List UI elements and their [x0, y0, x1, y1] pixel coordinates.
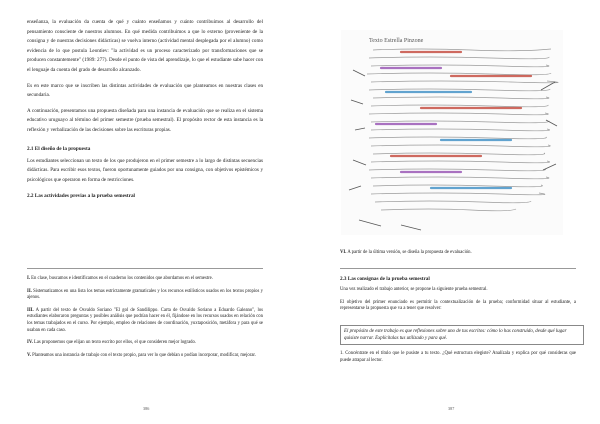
list-item: II. Sistematizamos en una lista los temas estrictamente gramaticales y los recursos estilísticos usados en los textos propios y ajenos.: [27, 288, 263, 301]
scan-title: Texto Estrella Pinzone: [369, 38, 424, 44]
heading-rule: [27, 268, 263, 269]
annotated-manuscript-image: [341, 30, 563, 235]
activity-list: [27, 276, 263, 365]
section-heading-2-3: 2.3 Las consignas de la prueba semestral: [340, 276, 430, 282]
paragraph: enseñanza, la evaluación da cuenta de qué y cuánto enseñamos y cuánto contribuimos al desarrollo del pensamiento consciente de nuestros alumnos. En qué medida contribuimos a que lo externo (proveniente de la consigna y de nuestras decisiones didácticas) se vuelva interno (actividad mental desplegada por el alumno) como evidencia de lo que postula Leontiev: "la actividad es un proceso caracterizado por transformaciones que se producen constantemente" (1989: 277). Desde el punto de vista del aprendizaje, lo que el estudiante sabe hacer con el lenguaje da cuenta del grado de desarrollo alcanzado.: [27, 19, 263, 73]
list-item: IV. Las proponemos que elijan un texto escrito por ellos, el que consideren mejor logrado.: [27, 340, 197, 346]
list-item: VI. A partir de la última versión, se diseña la propuesta de evaluación.: [340, 250, 472, 255]
instruction-box: El propósito de este trabajo es que reflexiones sobre uno de tus escritos: cómo lo has construido, desde qué lugar quisiste narrar. Explicítalas tus utilizado y para qué.: [340, 325, 584, 345]
section-2-3: [340, 276, 576, 319]
page-number: 387: [448, 406, 455, 411]
section-heading-2-1: 2.1 El diseño de la propuesta: [27, 145, 91, 152]
question-1: [340, 351, 576, 370]
page-number: 386: [143, 406, 150, 411]
activity-vi: [340, 250, 576, 263]
paragraph: Es en este marco que se inscriben las distintas actividades de evaluación que planteamos en nuestras clases en secundaria.: [27, 82, 263, 99]
paragraph: A continuación, presentamos una propuesta diseñada para una instancia de evaluación que se realiza en el sistema educativo uruguayo al término del primer semestre (prueba semestral). El propósito rector de esta instancia es la reflexión y verbalización de las decisiones sobre las escrituras propias.: [27, 107, 263, 133]
heading-rule: [340, 268, 576, 269]
list-item: V. Planteamos una instancia de trabajo con el texto propio, para ver lo que debían o podían incorporar, modificar, mejorar.: [27, 352, 256, 358]
list-item: III. A partir del texto de Osvaldo Soriano "El gol de Sandilippo. Carta de Osvaldo Soriano a Eduardo Galeano", los estudiantes elaboraron preguntas y posibles análisis que podrían hacer en él, fijándose en los recursos usados en relación con los temas trabajados en el curso. Por ejemplo, empleo de relaciones de coordinación, yuxtaposición, metáfora y para qué se usaban en cada caso.: [27, 307, 263, 333]
left-column: [27, 18, 263, 204]
section-heading-2-2: 2.2 Las actividades previas a la prueba semestral: [27, 193, 135, 200]
list-item: I. En clase, buscamos e identificamos en el cuaderno los contenidos que abordamos en el semestre.: [27, 276, 213, 281]
paragraph: Una vez realizado el trabajo anterior, se propone la siguiente prueba semestral.: [340, 287, 488, 292]
paragraph: Los estudiantes seleccionan un texto de los que produjeron en el primer semestre a lo largo de distintas secuencias didácticas. Para escribir esos textos, fueron oportunamente guiados por una consigna, con objetivos epistémicos y psicológicos que operaron en forma de restricciones.: [27, 157, 263, 183]
question-text: 1. Concéntrate en el título que le pusiste a tu texto. ¿Qué estructura elegiste? Analízala y explica por qué consideras que puede atrapar al lector.: [340, 351, 576, 363]
paragraph: El objetivo del primer enunciado es permitir la contextualización de la prueba; conformidad situar al estudiante, a representarse la propuesta que va a tener que resolver:: [340, 299, 576, 312]
